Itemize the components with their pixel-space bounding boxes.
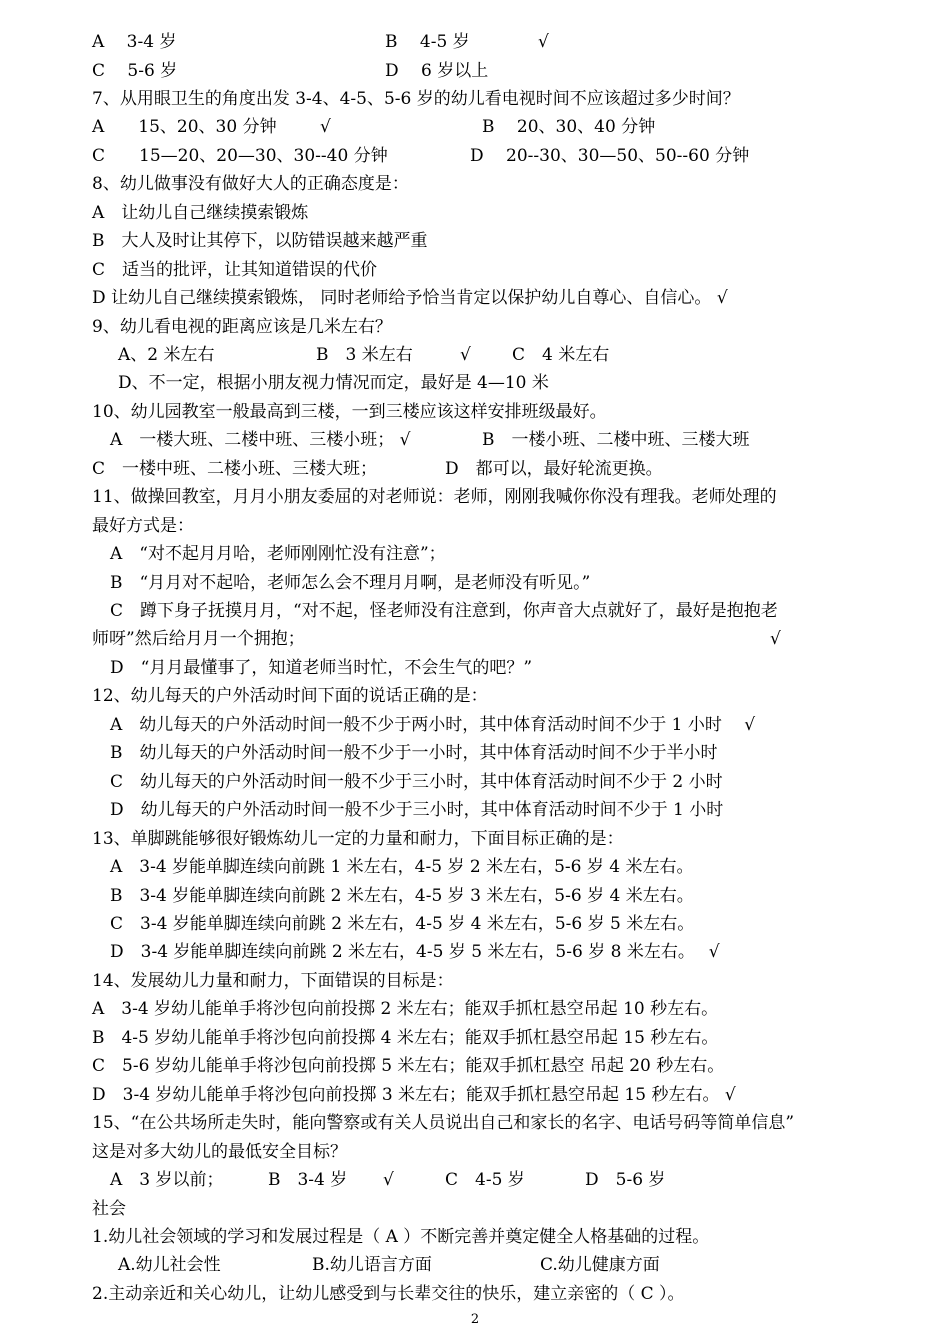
text-segment: 14、发展幼儿力量和耐力，下面错误的目标是： (92, 970, 454, 991)
text-segment: C 5-6 岁幼儿能单手将沙包向前投掷 5 米左右；能双手抓杠悬空 吊起 20 秒左右。 (92, 1056, 725, 1077)
checkmark: √ (460, 344, 471, 365)
text-segment: B 3-4 岁能单脚连续向前跳 2 米左右，4-5 岁 3 米左右，5-6 岁 4 米左右。 (110, 885, 694, 906)
text-segment: B 幼儿每天的户外活动时间一般不少于一小时，其中体育活动时间不少于半小时 (110, 743, 718, 764)
text-segment: D 20--30、30—50、50--60 分钟 (470, 145, 750, 166)
page-number: 2 (470, 1312, 480, 1327)
text-segment: A.幼儿社会性 (118, 1255, 221, 1276)
text-segment: D 3-4 岁能单脚连续向前跳 2 米左右，4-5 岁 5 米左右，5-6 岁 8 米左右。 √ (110, 942, 720, 963)
text-segment: 8、幼儿做事没有做好大人的正确态度是： (92, 174, 409, 195)
text-segment: 10、幼儿园教室一般最高到三楼，一到三楼应该这样安排班级最好。 (92, 401, 607, 422)
text-segment: B 3 米左右 (316, 344, 413, 365)
text-segment: C 幼儿每天的户外活动时间一般不少于三小时，其中体育活动时间不少于 2 小时 (110, 771, 723, 792)
text-segment: A、2 米左右 (118, 344, 215, 365)
text-segment: A 幼儿每天的户外活动时间一般不少于两小时，其中体育活动时间不少于 1 小时 √ (110, 714, 756, 735)
text-segment: 这是对多大幼儿的最低安全目标？ (92, 1141, 347, 1162)
text-segment: A 让幼儿自己继续摸索锻炼 (92, 202, 309, 223)
text-segment: D 都可以，最好轮流更换。 (445, 458, 663, 479)
text-segment: D 3-4 岁幼儿能单手将沙包向前投掷 3 米左右；能双手抓杠悬空吊起 15 秒左右。 √ (92, 1084, 736, 1105)
text-segment: 12、幼儿每天的户外活动时间下面的说话正确的是： (92, 686, 488, 707)
text-segment: 11、做操回教室，月月小朋友委屈的对老师说：老师，刚刚我喊你你没有理我。老师处理的 (92, 487, 777, 508)
text-segment: B.幼儿语言方面 (312, 1255, 432, 1276)
text-segment: A 一楼大班、二楼中班、三楼小班； √ (110, 430, 411, 451)
text-segment: 社会 (92, 1198, 126, 1219)
text-segment: B 4-5 岁 (385, 32, 470, 52)
text-segment: D 6 岁以上 (385, 60, 489, 81)
checkmark: √ (383, 1170, 394, 1190)
text-segment: 15、“在公共场所走失时，能向警察或有关人员说出自己和家长的名字、电话号码等简单信息” (92, 1113, 795, 1134)
text-segment: B 大人及时让其停下，以防错误越来越严重 (92, 231, 428, 252)
text-segment: D 幼儿每天的户外活动时间一般不少于三小时，其中体育活动时间不少于 1 小时 (110, 800, 724, 821)
text-segment: B “月月对不起哈，老师怎么会不理月月啊，是老师没有听见。” (110, 572, 591, 593)
text-segment: 9、幼儿看电视的距离应该是几米左右？ (92, 316, 392, 337)
checkmark: √ (770, 629, 781, 650)
checkmark: √ (538, 32, 549, 52)
text-segment: B 4-5 岁幼儿能单手将沙包向前投掷 4 米左右；能双手抓杠悬空吊起 15 秒左右。 (92, 1027, 719, 1048)
text-segment: 13、单脚跳能够很好锻炼幼儿一定的力量和耐力，下面目标正确的是： (92, 828, 624, 849)
text-segment: B 20、30、40 分钟 (482, 117, 656, 138)
text-segment: C 15—20、20—30、30--40 分钟 (92, 145, 388, 166)
text-segment: D 5-6 岁 (585, 1170, 666, 1190)
text-segment: D、不一定，根据小朋友视力情况而定，最好是 4—10 米 (118, 373, 549, 394)
text-segment: D 让幼儿自己继续摸索锻炼， 同时老师给予恰当肯定以保护幼儿自尊心、自信心。 √ (92, 288, 728, 309)
text-segment: C.幼儿健康方面 (540, 1255, 660, 1276)
text-segment: B 3-4 岁 (268, 1170, 348, 1190)
text-segment: C 4-5 岁 (445, 1170, 525, 1190)
text-segment: 最好方式是： (92, 515, 194, 536)
text-segment: D “月月最懂事了，知道老师当时忙，不会生气的吧？” (110, 657, 533, 678)
text-segment: A 3-4 岁能单脚连续向前跳 1 米左右，4-5 岁 2 米左右，5-6 岁 4 米左右。 (110, 857, 694, 877)
text-segment: 1.幼儿社会领域的学习和发展过程是（ A ）不断完善并奠定健全人格基础的过程。 (92, 1226, 710, 1247)
text-segment: C 蹲下身子抚摸月月，“对不起，怪老师没有注意到，你声音大点就好了，最好是抱抱老 (110, 601, 778, 621)
text-segment: A 3-4 岁幼儿能单手将沙包向前投掷 2 米左右；能双手抓杠悬空吊起 10 秒左右。 (92, 999, 719, 1020)
text-segment: C 5-6 岁 (92, 60, 178, 81)
text-segment: 师呀”然后给月月一个拥抱； (92, 629, 305, 650)
text-segment: C 适当的批评，让其知道错误的代价 (92, 259, 378, 280)
text-segment: C 一楼中班、二楼小班、三楼大班； (92, 458, 378, 479)
text-segment: A 15、20、30 分钟 (92, 117, 277, 138)
text-segment: 7、从用眼卫生的角度出发 3-4、4-5、5-6 岁的幼儿看电视时间不应该超过多少时间？ (92, 88, 740, 109)
text-segment: B 一楼小班、二楼中班、三楼大班 (482, 430, 750, 451)
text-segment: 2.主动亲近和关心幼儿，让幼儿感受到与长辈交往的快乐，建立亲密的（ C ）。 (92, 1283, 685, 1304)
text-segment: A 3-4 岁 (92, 32, 177, 52)
text-segment: A 3 岁以前； (110, 1170, 224, 1190)
text-segment: C 4 米左右 (512, 344, 610, 365)
text-segment: C 3-4 岁能单脚连续向前跳 2 米左右，4-5 岁 4 米左右，5-6 岁 5 米左右。 (110, 913, 695, 934)
checkmark: √ (320, 117, 331, 138)
text-segment: A “对不起月月哈，老师刚刚忙没有注意”； (110, 544, 446, 565)
